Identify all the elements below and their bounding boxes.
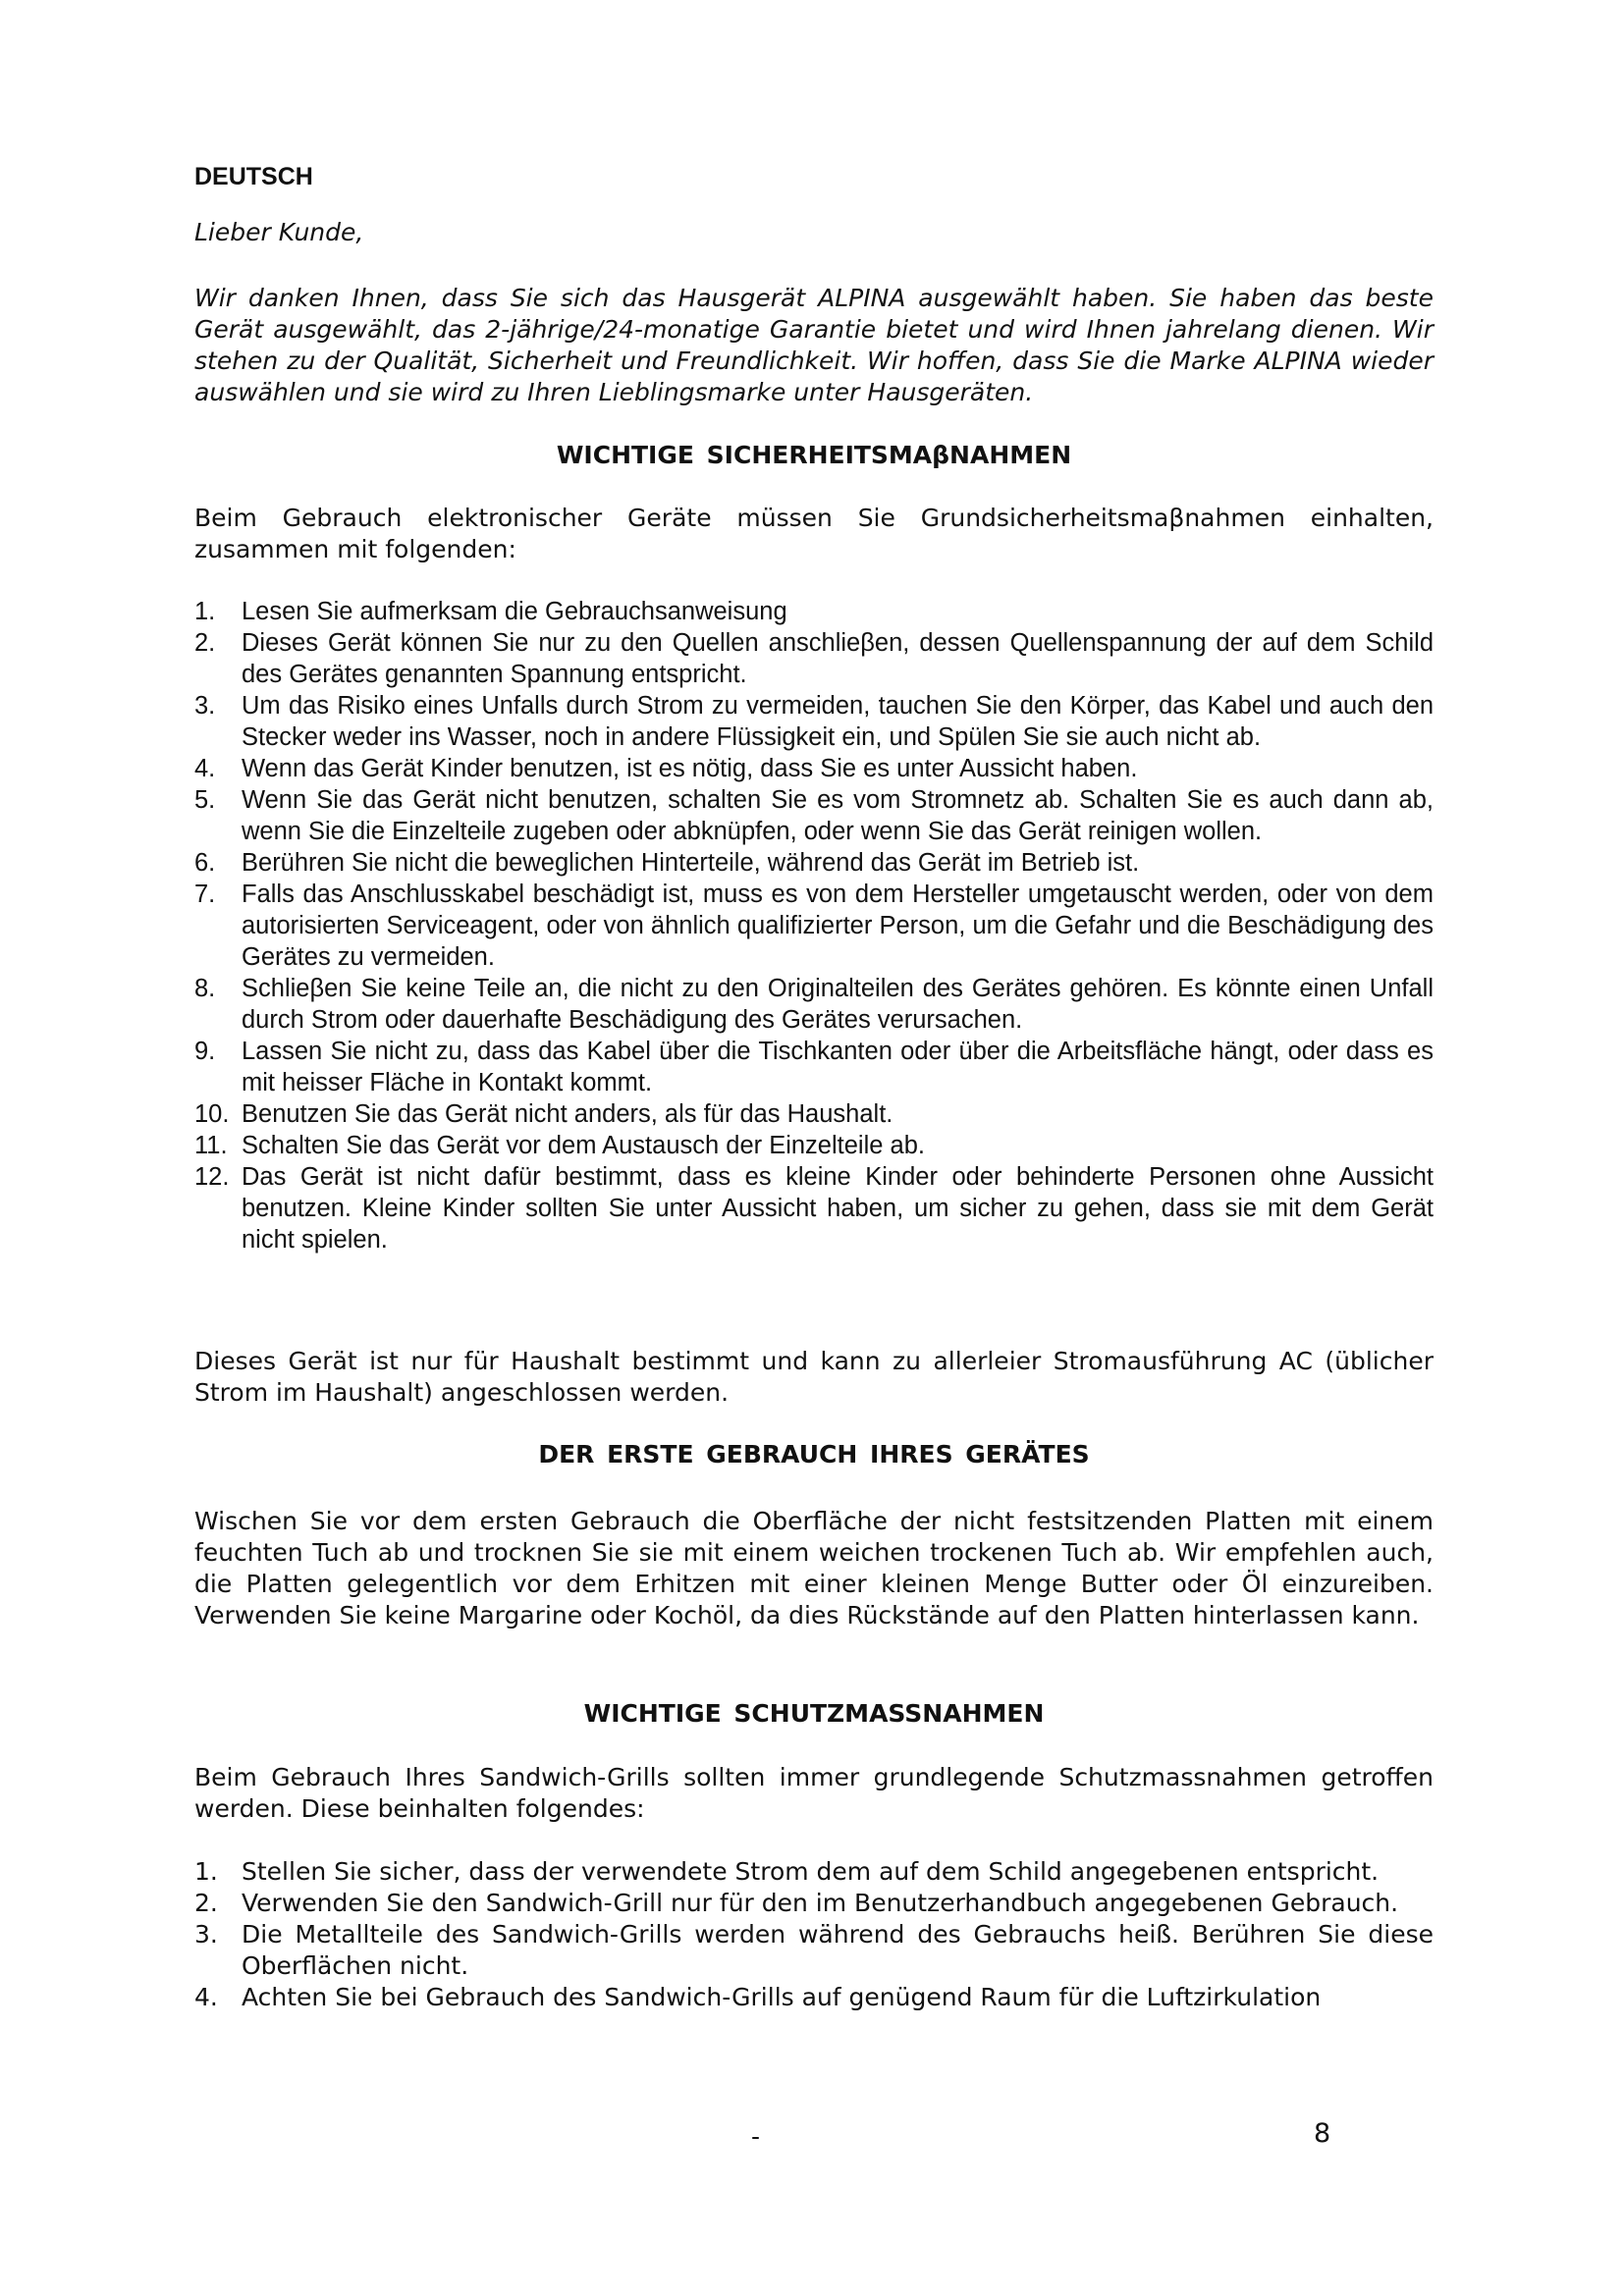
list-item-number: 9. [194,1038,216,1065]
section-heading-protection: WICHTIGE SCHUTZMASSNAHMEN [583,1699,1045,1728]
list-item-number: 6. [194,849,216,877]
list-item-text: Dieses Gerät können Sie nur zu den Quellen anschlieβen, dessen Quellenspannung der auf dem Schild des Gerätes genannten Spannung entspricht. [242,629,1434,688]
list-item [194,1161,1434,1255]
list-item [194,879,1434,973]
protection-lead-paragraph: Beim Gebrauch Ihres Sandwich-Grills sollten immer grundlegende Schutzmassnahmen getroffen werden. Diese beinhalten folgendes: [194,1763,1434,1823]
document-page [194,0,1434,2296]
section-heading-safety: WICHTIGE SICHERHEITSMAβNAHMEN [556,441,1072,469]
section-heading-first-use: DER ERSTE GEBRAUCH IHRES GERÄTES [538,1440,1090,1468]
list-item [194,690,1434,753]
list-item [194,973,1434,1036]
list-item-number: 2. [194,629,216,657]
language-label: DEUTSCH [194,163,313,190]
list-item [194,753,1434,784]
list-item-number: 8. [194,975,216,1002]
list-item-number: 7. [194,881,216,908]
list-item-text: Lesen Sie aufmerksam die Gebrauchsanweisung [242,598,787,625]
list-item-number: 3. [194,692,216,720]
footer-separator: - [751,2122,761,2151]
list-item-number: 2. [194,1889,218,1917]
list-item-text: Das Gerät ist nicht dafür bestimmt, dass es kleine Kinder oder behinderte Personen ohne Aussicht benutzen. Kleine Kinder sollten Sie unter Aussicht haben, um sicher zu gehen, dass sie mit dem Gerät nicht spielen. [242,1163,1434,1254]
list-item [194,1982,1434,2013]
list-item [194,596,1434,627]
intro-paragraph: Wir danken Ihnen, dass Sie sich das Hausgerät ALPINA ausgewählt haben. Sie haben das beste Gerät ausgewählt, das 2-jährige/24-monatige Garantie bietet und wird Ihnen jahrelang dienen. Wir stehen zu der Qualität, Sicherheit und Freundlichkeit. Wir hoffen, dass Sie die Marke ALPINA wieder auswählen und sie wird zu Ihren Lieblingsmarke unter Hausgeräten. [194,284,1434,406]
list-item-number: 4. [194,755,216,782]
list-item [194,1098,1434,1130]
list-item [194,1130,1434,1161]
list-item-number: 4. [194,1983,218,2011]
list-item-text: Benutzen Sie das Gerät nicht anders, als für das Haushalt. [242,1100,893,1128]
safety-closing-paragraph: Dieses Gerät ist nur für Haushalt bestimmt und kann zu allerleier Stromausführung AC (üblicher Strom im Haushalt) angeschlossen werden. [194,1347,1434,1407]
list-item-number: 10. [194,1100,230,1128]
list-item-text: Um das Risiko eines Unfalls durch Strom zu vermeiden, tauchen Sie den Körper, das Kabel und auch den Stecker weder ins Wasser, noch in andere Flüssigkeit ein, und Spülen Sie sie auch nicht ab. [242,692,1434,751]
list-item-text: Wenn das Gerät Kinder benutzen, ist es nötig, dass Sie es unter Aussicht haben. [242,755,1138,782]
list-item-number: 3. [194,1920,218,1949]
list-item [194,1888,1434,1919]
list-item [194,847,1434,879]
safety-lead-paragraph: Beim Gebrauch elektronischer Geräte müssen Sie Grundsicherheitsmaβnahmen einhalten, zusammen mit folgenden: [194,504,1434,563]
first-use-paragraph: Wischen Sie vor dem ersten Gebrauch die Oberfläche der nicht festsitzenden Platten mit einem feuchten Tuch ab und trocknen Sie sie mit einem weichen trockenen Tuch ab. Wir empfehlen auch, die Platten gelegentlich vor dem Erhitzen mit einer kleinen Menge Butter oder Öl einzureiben. Verwenden Sie keine Margarine oder Kochöl, da dies Rückstände auf den Platten hinterlassen kann. [194,1507,1434,1629]
list-item-text: Wenn Sie das Gerät nicht benutzen, schalten Sie es vom Stromnetz ab. Schalten Sie es auch dann ab, wenn Sie die Einzelteile zugeben oder abknüpfen, oder wenn Sie das Gerät reinigen wollen. [242,786,1434,845]
list-item-number: 5. [194,786,216,814]
list-item [194,784,1434,847]
list-item-text: Verwenden Sie den Sandwich-Grill nur für den im Benutzerhandbuch angegebenen Gebrauch. [242,1889,1399,1917]
list-item-text: Achten Sie bei Gebrauch des Sandwich-Grills auf genügend Raum für die Luftzirkulation [242,1983,1322,2011]
list-item-number: 12. [194,1163,230,1191]
list-item [194,1036,1434,1098]
list-item-number: 11. [194,1132,228,1159]
safety-list [194,596,1434,1255]
list-item-text: Berühren Sie nicht die beweglichen Hinterteile, während das Gerät im Betrieb ist. [242,849,1140,877]
list-item-text: Schlieβen Sie keine Teile an, die nicht zu den Originalteilen des Gerätes gehören. Es könnte einen Unfall durch Strom oder dauerhafte Beschädigung des Gerätes verursachen. [242,975,1434,1034]
list-item [194,627,1434,690]
list-item [194,1856,1434,1888]
list-item-number: 1. [194,598,216,625]
salutation: Lieber Kunde, [194,218,364,246]
list-item [194,1919,1434,1982]
page-number: 8 [1314,2118,1331,2149]
list-item-text: Lassen Sie nicht zu, dass das Kabel über die Tischkanten oder über die Arbeitsfläche hängt, oder dass es mit heisser Fläche in Kontakt kommt. [242,1038,1434,1096]
list-item-text: Falls das Anschlusskabel beschädigt ist, muss es von dem Hersteller umgetauscht werden, oder von dem autorisierten Serviceagent, oder von ähnlich qualifizierter Person, um die Gefahr und die Beschädigung des Gerätes zu vermeiden. [242,881,1434,971]
list-item-text: Stellen Sie sicher, dass der verwendete Strom dem auf dem Schild angegebenen entspricht. [242,1857,1380,1886]
list-item-text: Die Metallteile des Sandwich-Grills werden während des Gebrauchs heiß. Berühren Sie diese Oberflächen nicht. [242,1920,1434,1980]
protection-list [194,1856,1434,2013]
list-item-text: Schalten Sie das Gerät vor dem Austausch der Einzelteile ab. [242,1132,925,1159]
list-item-number: 1. [194,1857,218,1886]
